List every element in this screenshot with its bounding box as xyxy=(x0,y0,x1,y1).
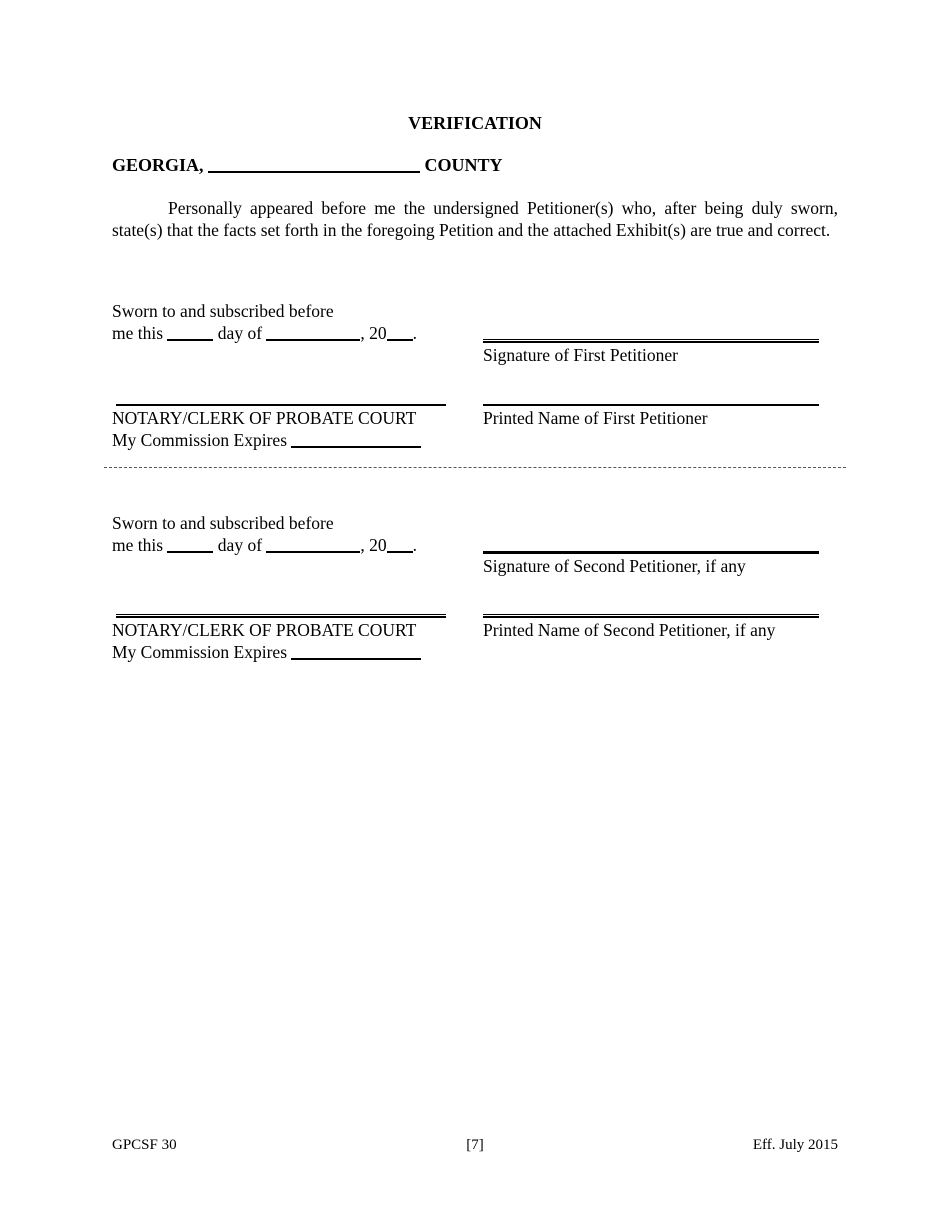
year-field[interactable] xyxy=(387,338,413,341)
state-label: GEORGIA, xyxy=(112,155,204,175)
notary-signature-line-1[interactable] xyxy=(116,404,446,406)
footer-page-number: [7] xyxy=(466,1137,484,1153)
county-name-field[interactable] xyxy=(208,170,420,173)
sworn-line-1: Sworn to and subscribed before xyxy=(112,301,334,321)
sworn-line-2: Sworn to and subscribed before xyxy=(112,513,334,533)
second-printed-name-label: Printed Name of Second Petitioner, if any xyxy=(483,620,776,640)
section-divider xyxy=(104,467,846,468)
sworn-date-line-2 xyxy=(112,534,417,556)
sworn-date-line-1 xyxy=(112,322,417,344)
day-of-label: day of xyxy=(217,535,263,555)
second-signature-label: Signature of Second Petitioner, if any xyxy=(483,556,746,576)
year-prefix-label: , 20 xyxy=(360,535,387,555)
month-field[interactable] xyxy=(266,550,360,553)
commission-expires-field[interactable] xyxy=(291,657,421,660)
first-signature-line[interactable] xyxy=(483,339,819,343)
verification-statement: Personally appeared before me the undersigned Petitioner(s) who, after being duly sworn, state(s) that the facts set forth in the foregoing Petition and the attached Exhibit(s) are true and correct. xyxy=(112,198,838,240)
commission-label: My Commission Expires xyxy=(112,430,288,450)
period: . xyxy=(412,323,418,343)
first-printed-name-label: Printed Name of First Petitioner xyxy=(483,408,708,428)
second-signature-line[interactable] xyxy=(483,551,819,554)
notary-label-2: NOTARY/CLERK OF PROBATE COURT xyxy=(112,620,417,640)
day-of-label: day of xyxy=(217,323,263,343)
second-printed-name-line[interactable] xyxy=(483,614,819,618)
notary-signature-line-2[interactable] xyxy=(116,614,446,618)
first-printed-name-line[interactable] xyxy=(483,404,819,406)
footer-effective-date: Eff. July 2015 xyxy=(752,1137,838,1153)
day-field[interactable] xyxy=(167,338,213,341)
year-field[interactable] xyxy=(387,550,413,553)
venue-line xyxy=(112,155,503,176)
month-field[interactable] xyxy=(266,338,360,341)
commission-line-1 xyxy=(112,429,421,451)
commission-expires-field[interactable] xyxy=(291,445,421,448)
page-title: VERIFICATION xyxy=(408,113,542,133)
day-field[interactable] xyxy=(167,550,213,553)
first-signature-label: Signature of First Petitioner xyxy=(483,345,678,365)
commission-label: My Commission Expires xyxy=(112,642,288,662)
period: . xyxy=(412,535,418,555)
notary-label-1: NOTARY/CLERK OF PROBATE COURT xyxy=(112,408,417,428)
commission-line-2 xyxy=(112,641,421,663)
me-this-label: me this xyxy=(112,323,164,343)
year-prefix-label: , 20 xyxy=(360,323,387,343)
me-this-label: me this xyxy=(112,535,164,555)
county-label: COUNTY xyxy=(424,155,503,175)
footer-form-id: GPCSF 30 xyxy=(112,1137,177,1153)
